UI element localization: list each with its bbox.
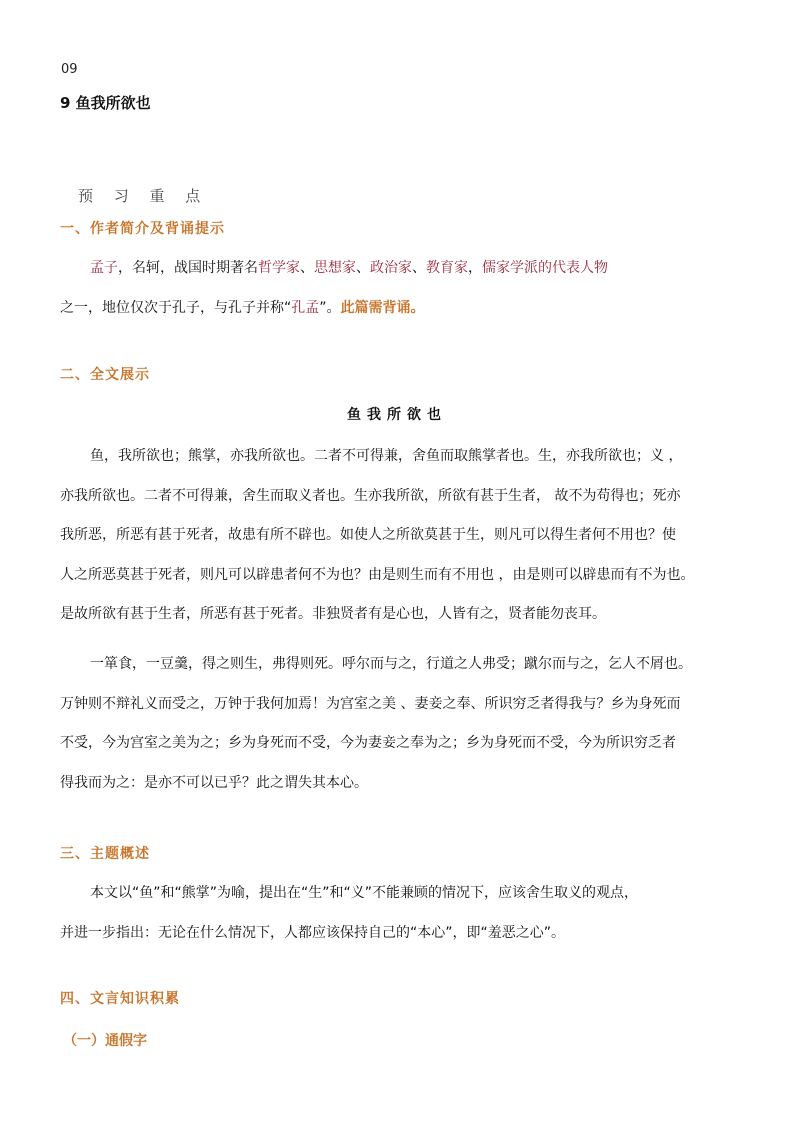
- section-heading-author: 一、作者简介及背诵提示: [60, 221, 225, 237]
- essay-p1-line: 我所恶，所恶有甚于死者，故患有所不辟也。如使人之所欲莫甚于生，则凡可以得生者何不用也？使: [60, 527, 676, 543]
- essay-title: 鱼我所欲也: [347, 407, 447, 423]
- lesson-title: 9 鱼我所欲也: [60, 94, 151, 112]
- section-heading-fulltext: 二、全文展示: [60, 367, 150, 383]
- essay-p2-line: 得我而为之：是亦不可以已乎？此之谓失其本心。: [60, 774, 368, 791]
- essay-p1-line: 亦我所欲也。二者不可得兼，舍生而取义者也。生亦我所欲，所欲有甚于生者， 故不为苟得也；死亦: [60, 487, 681, 504]
- essay-p1-line: 鱼，我所欲也；熊掌，亦我所欲也。二者不可得兼，舍鱼而取熊掌者也。生，亦我所欲也；义 ，: [90, 448, 683, 464]
- author-intro-paragraph: [60, 249, 740, 328]
- highlight-term: 孔孟: [291, 299, 320, 316]
- text-run: ，名轲，战国时期著名: [118, 260, 258, 276]
- text-run: 之一，地位仅次于孔子，与孔子并称“: [60, 299, 292, 316]
- essay-paragraph-1: [60, 437, 740, 635]
- highlight-term: 孟子: [90, 260, 118, 276]
- theme-line: 并进一步指出：无论在什么情况下，人都应该保持自己的“本心”，即“羞恶之心”。: [60, 924, 566, 941]
- section-heading-theme: 三、主题概述: [60, 846, 150, 862]
- essay-p2-line: 一箪食，一豆羹，得之则生，弗得则死。呼尔而与之，行道之人弗受；蹴尔而与之，乞人不屑也。: [90, 656, 692, 672]
- essay-p1-line: 人之所恶莫甚于死者，则凡可以辟患者何不为也？由是则生而有不用也 ，由是则可以辟患而有不为也。: [60, 566, 695, 583]
- essay-p2-line: 万钟则不辩礼义而受之，万钟于我何加焉！为宫室之美 、妻妾之奉、所识穷乏者得我与？乡为身死而: [60, 695, 681, 712]
- theme-line: 本文以“鱼”和“熊掌”为喻，提出在“生”和“义”不能兼顾的情况下，应该舍生取义的观点，: [90, 885, 639, 901]
- essay-p2-line: 不受，今为宫室之美为之；乡为身死而不受，今为妻妾之奉为之；乡为身死而不受，今为所识穷乏者: [60, 735, 676, 751]
- author-intro-line-2: [60, 289, 740, 329]
- text-run: ”。: [319, 299, 341, 316]
- highlight-term: 政治家: [370, 260, 412, 276]
- highlight-term: 教育家: [426, 260, 468, 276]
- essay-paragraph-2: [60, 645, 740, 803]
- author-intro-line-1: [60, 249, 740, 289]
- section-heading-knowledge: 四、文言知识积累: [60, 991, 180, 1007]
- text-run: ，: [468, 260, 482, 276]
- recite-note: 此篇需背诵。: [340, 299, 425, 316]
- subheading-tongjiazi: （一）通假字: [63, 1033, 147, 1049]
- highlight-term: 哲学家: [258, 260, 300, 276]
- preview-heading: 预 习 重 点: [78, 187, 209, 205]
- text-run: 、: [356, 260, 370, 276]
- page-number: 09: [61, 62, 78, 77]
- highlight-term: 儒家学派的代表人物: [482, 260, 608, 276]
- text-run: 、: [300, 260, 314, 276]
- theme-paragraph: [60, 874, 740, 953]
- essay-p1-line: 是故所欲有甚于生者，所恶有甚于死者。非独贤者有是心也，人皆有之，贤者能勿丧耳。: [60, 606, 606, 622]
- highlight-term: 思想家: [314, 260, 356, 276]
- text-run: 、: [412, 260, 426, 276]
